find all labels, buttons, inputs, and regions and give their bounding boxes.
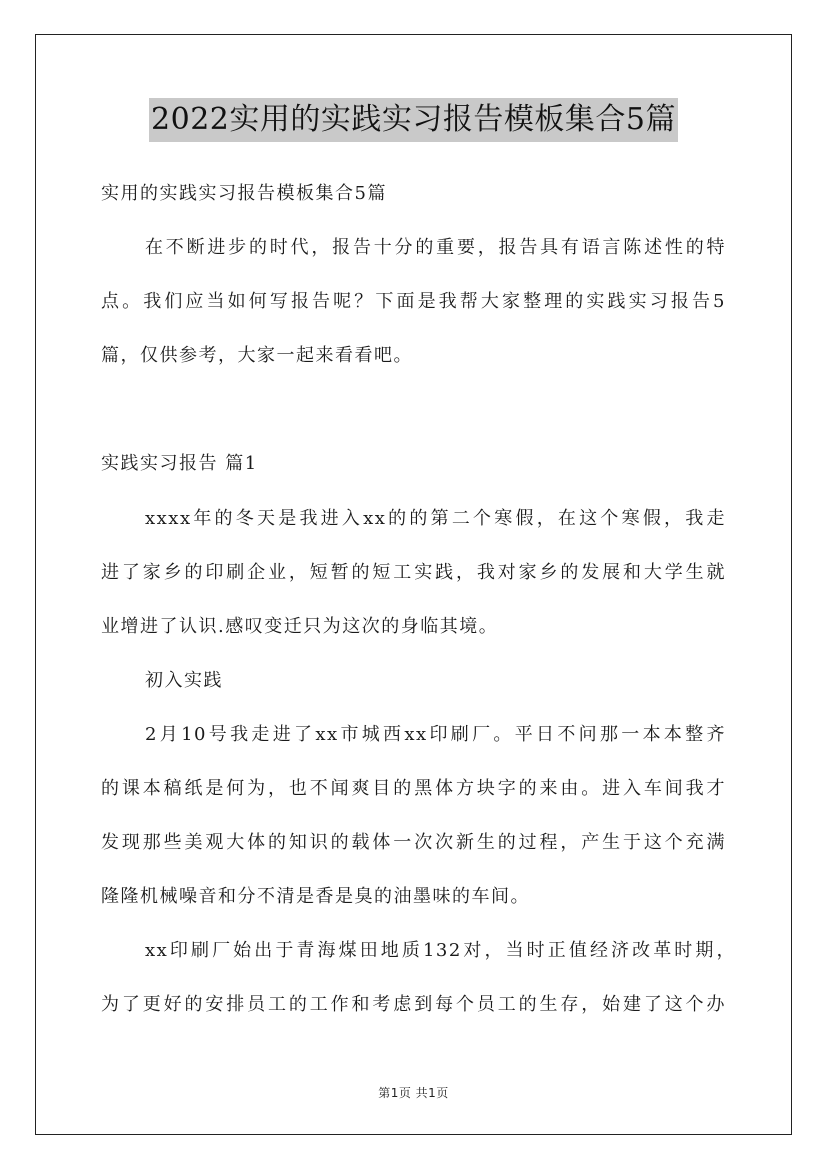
paragraph-line: 发现那些美观大体的知识的载体一次次新生的过程，产生于这个充满	[101, 832, 726, 853]
paragraph-line: 的课本稿纸是何为，也不闻爽目的黑体方块字的来由。进入车间我才	[101, 778, 726, 799]
subtitle-line: 实用的实践实习报告模板集合5篇	[101, 183, 387, 204]
paragraph-line: 进了家乡的印刷企业，短暂的短工实践，我对家乡的发展和大学生就	[101, 562, 726, 583]
paragraph-line: xx印刷厂始出于青海煤田地质132对，当时正值经济改革时期，	[145, 940, 736, 961]
paragraph-line: 点。我们应当如何写报告呢？下面是我帮大家整理的实践实习报告5	[101, 291, 726, 312]
title-container	[0, 98, 827, 142]
paragraph-line: 业增进了认识.感叹变迁只为这次的身临其境。	[101, 616, 499, 637]
paragraph-line: 隆隆机械噪音和分不清是香是臭的油墨味的车间。	[101, 886, 530, 907]
paragraph-line: xxxx年的冬天是我进入xx的的第二个寒假，在这个寒假，我走	[145, 508, 726, 529]
paragraph-line: 在不断进步的时代，报告十分的重要，报告具有语言陈述性的特	[145, 237, 726, 258]
subsection-heading: 初入实践	[145, 670, 223, 691]
page-footer: 第1页 共1页	[378, 1086, 449, 1100]
paragraph-line: 为了更好的安排员工的工作和考虑到每个员工的生存，始建了这个办	[101, 994, 726, 1015]
paragraph-line: 篇，仅供参考，大家一起来看看吧。	[101, 345, 413, 366]
document-title: 2022实用的实践实习报告模板集合5篇	[149, 98, 678, 142]
section-heading: 实践实习报告 篇1	[101, 453, 258, 474]
paragraph-line: 2月10号我走进了xx市城西xx印刷厂。平日不问那一本本整齐	[145, 724, 726, 745]
